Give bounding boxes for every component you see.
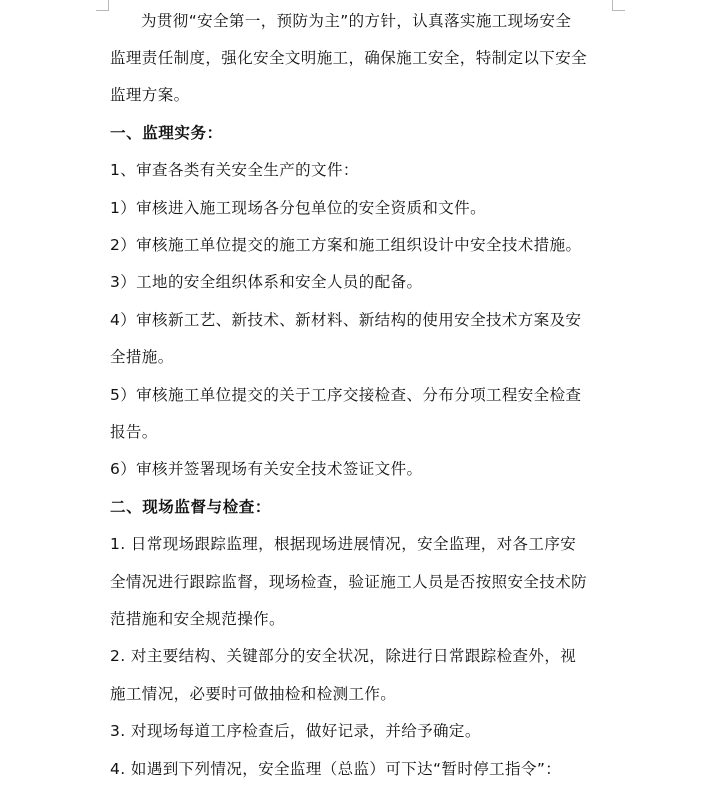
page-margin-corner-left: [96, 0, 109, 11]
intro-line-3: 监理方案。: [110, 86, 190, 104]
section2-line: 4. 如遇到下列情况，安全监理（总监）可下达“暂时停工指令”：: [110, 760, 562, 778]
section1-heading: 一、监理实务：: [110, 124, 223, 142]
intro-line-2: 监理责任制度，强化安全文明施工，确保施工安全，特制定以下安全: [110, 49, 588, 67]
section2-heading: 二、现场监督与检查：: [110, 498, 272, 516]
section1-line: 4）审核新工艺、新技术、新材料、新结构的使用安全技术方案及安: [110, 311, 582, 329]
section2-line: 2. 对主要结构、关键部分的安全状况，除进行日常跟踪检查外，视: [110, 647, 577, 665]
section1-line: 1、审查各类有关安全生产的文件：: [110, 161, 359, 179]
section2-line: 范措施和安全规范操作。: [110, 610, 285, 628]
section1-line: 报告。: [110, 423, 158, 441]
section2-line: 1. 日常现场跟踪监理，根据现场进展情况，安全监理，对各工序安: [110, 535, 577, 553]
section1-line: 6）审核并签署现场有关安全技术签证文件。: [110, 460, 423, 478]
section2-line: 全情况进行跟踪监督，现场检查，验证施工人员是否按照安全技术防: [110, 573, 588, 591]
section1-line: 2）审核施工单位提交的施工方案和施工组织设计中安全技术措施。: [110, 236, 582, 254]
section2-line: 3. 对现场每道工序检查后，做好记录，并给予确定。: [110, 722, 481, 740]
section1-line: 1）审核进入施工现场各分包单位的安全资质和文件。: [110, 199, 486, 217]
section2-line: 施工情况，必要时可做抽检和检测工作。: [110, 685, 397, 703]
section1-line: 5）审核施工单位提交的关于工序交接检查、分布分项工程安全检查: [110, 386, 582, 404]
section1-line: 全措施。: [110, 348, 174, 366]
section1-line: 3）工地的安全组织体系和安全人员的配备。: [110, 273, 423, 291]
page-margin-corner-right: [612, 0, 625, 11]
intro-line-1: 为贯彻“安全第一，预防为主”的方针，认真落实施工现场安全: [141, 12, 572, 30]
